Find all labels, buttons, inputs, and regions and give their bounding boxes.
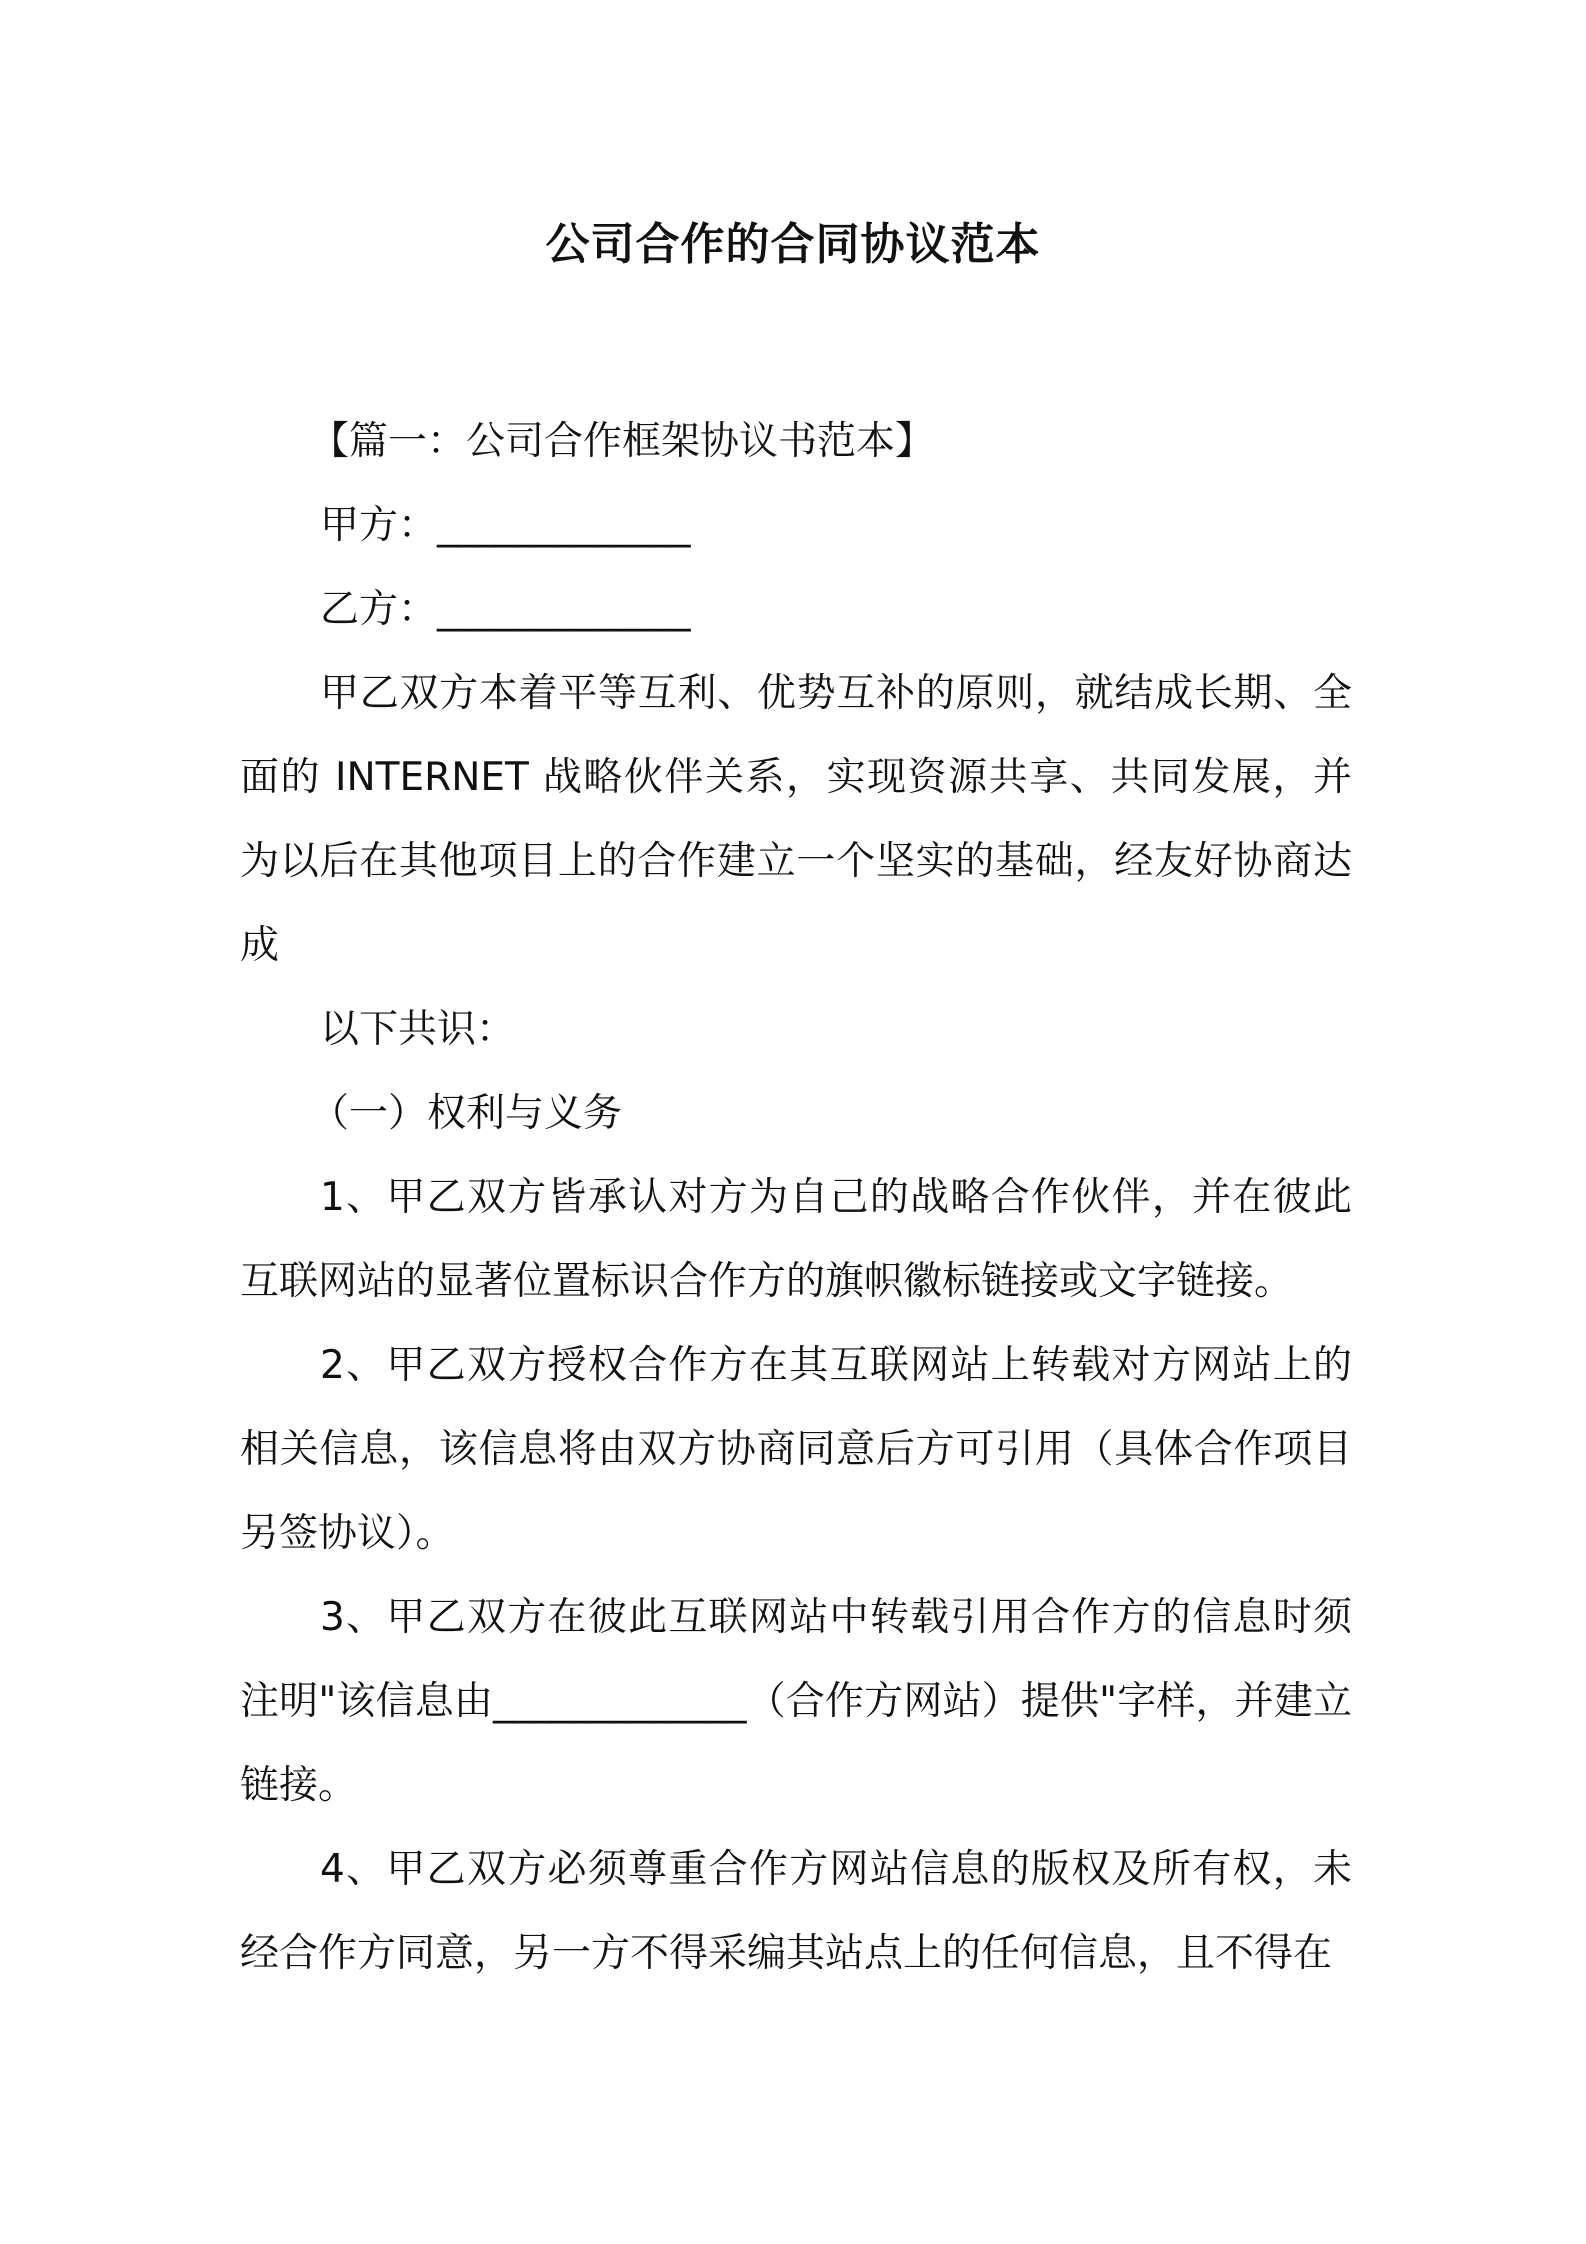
document-body	[240, 400, 1352, 1996]
clause-1: 1、甲乙双方皆承认对方为自己的战略合作伙伴，并在彼此互联网站的显著位置标识合作方的旗帜徽标链接或文字链接。	[240, 1175, 1352, 1304]
clause-3: 3、甲乙双方在彼此互联网站中转载引用合作方的信息时须注明"该信息由_____________（合作方网站）提供"字样，并建立链接。	[240, 1595, 1352, 1808]
document-title: 公司合作的合同协议范本	[545, 219, 1041, 270]
section-heading: 【篇一：公司合作框架协议书范本】	[310, 419, 935, 464]
consensus-line: 以下共识：	[320, 1007, 516, 1052]
clause-4: 4、甲乙双方必须尊重合作方网站信息的版权及所有权，未经合作方同意，另一方不得采编其站点上的任何信息，且不得在	[240, 1847, 1352, 1976]
party-b-line: 乙方：_____________	[320, 587, 691, 632]
intro-paragraph: 甲乙双方本着平等互利、优势互补的原则，就结成长期、全面的 INTERNET 战略伙伴关系，实现资源共享、共同发展，并为以后在其他项目上的合作建立一个坚实的基础，经友好协商达成	[240, 671, 1352, 968]
clause-2: 2、甲乙双方授权合作方在其互联网站上转载对方网站上的相关信息，该信息将由双方协商同意后方可引用（具体合作项目另签协议）。	[240, 1343, 1352, 1556]
subsection-rights-obligations: （一）权利与义务	[310, 1091, 623, 1136]
party-a-line: 甲方：_____________	[320, 503, 691, 548]
